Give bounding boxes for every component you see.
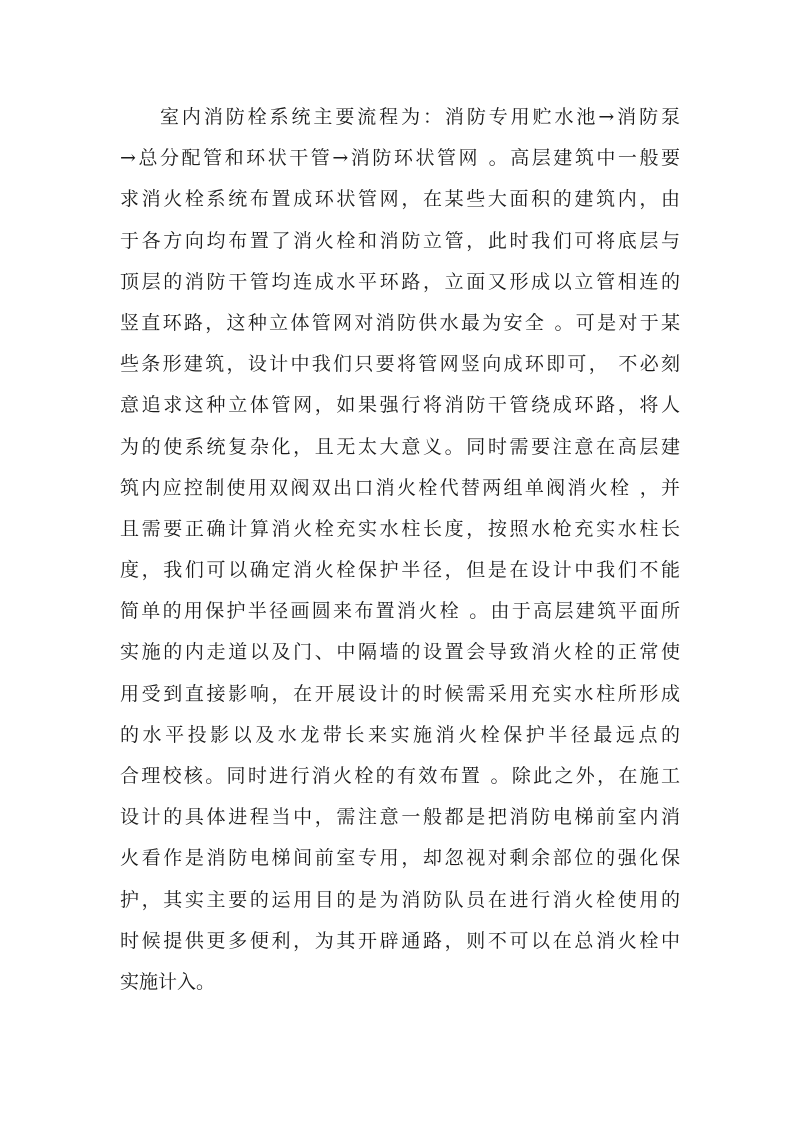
paragraph-line: 用受到直接影响，在开展设计的时候需采用充实水柱所形成 (120, 682, 680, 705)
paragraph-line: 合理校核。同时进行消火栓的有效布置 。除此之外，在施工 (120, 765, 680, 787)
paragraph-line: 于各方向均布置了消火栓和消防立管，此时我们可将底层与 (120, 229, 680, 252)
paragraph-line: 室内消防栓系统主要流程为：消防专用贮水池→消防泵 (160, 106, 680, 128)
paragraph-line: 设计的具体进程当中，需注意一般都是把消防电梯前室内消 (120, 806, 680, 829)
paragraph-line: 时候提供更多便利，为其开辟通路，则不可以在总消火栓中 (120, 929, 680, 952)
paragraph-line: 火看作是消防电梯间前室专用，却忽视对剩余部位的强化保 (120, 847, 680, 870)
paragraph-line: 些条形建筑，设计中我们只要将管网竖向成环即可， 不必刻 (120, 353, 680, 376)
paragraph-line: 意追求这种立体管网，如果强行将消防干管绕成环路，将人 (120, 394, 680, 417)
paragraph-line: 竖直环路，这种立体管网对消防供水最为安全 。可是对于某 (120, 311, 680, 334)
paragraph-line: 实施的内走道以及门、中隔墙的设置会导致消火栓的正常使 (120, 641, 680, 664)
paragraph-line: 护，其实主要的运用目的是为消防队员在进行消火栓使用的 (120, 888, 680, 911)
paragraph-line: →总分配管和环状干管→消防环状管网 。高层建筑中一般要 (120, 147, 680, 170)
paragraph-line: 为的使系统复杂化，且无太大意义。同时需要注意在高层建 (120, 435, 680, 458)
paragraph-line: 实施计入。 (120, 970, 216, 993)
paragraph-line: 求消火栓系统布置成环状管网，在某些大面积的建筑内，由 (120, 188, 680, 211)
paragraph-line: 度，我们可以确定消火栓保护半径，但是在设计中我们不能 (120, 559, 680, 582)
paragraph-line: 且需要正确计算消火栓充实水柱长度，按照水枪充实水柱长 (120, 517, 680, 540)
body-paragraph (120, 97, 680, 1003)
paragraph-line: 筑内应控制使用双阀双出口消火栓代替两组单阀消火栓 ，并 (120, 476, 680, 499)
paragraph-line: 的水平投影以及水龙带长来实施消火栓保护半径最远点的 (120, 723, 680, 746)
paragraph-line: 顶层的消防干管均连成水平环路，立面又形成以立管相连的 (120, 270, 680, 293)
paragraph-line: 简单的用保护半径画圆来布置消火栓 。由于高层建筑平面所 (120, 600, 680, 623)
